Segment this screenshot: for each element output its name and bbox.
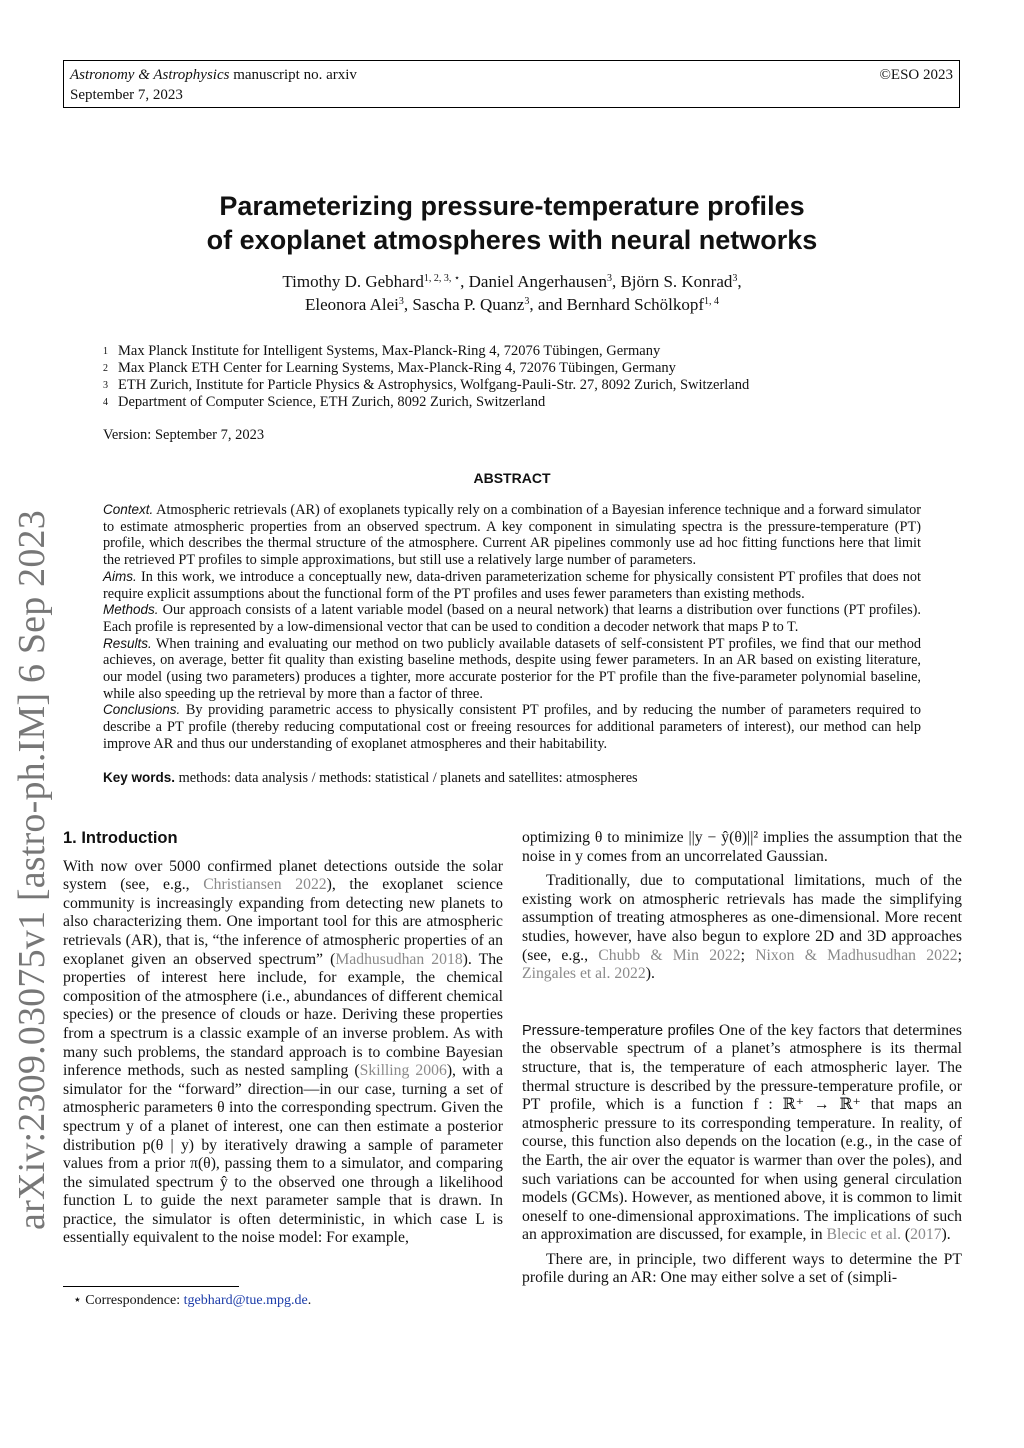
author-line-1 [120,270,904,293]
right-column [522,829,962,1288]
author-affil: 1, 2, 3, ⋆ [423,273,461,284]
intro-text: ). The properties of interest here include, for example, the chemical composition of the atmosphere (i.e., abundances of different chemical species) or the presence of clouds or haze. Deriving these properties from a spectrum is a classic example of an inverse problem. As with many such problems, the standard approach is to combine Bayesian inference methods, such as nested sampling ( [63,950,503,1080]
manuscript-header [63,60,960,108]
email-link[interactable]: tgebhard@tue.mpg.de [183,1293,308,1308]
body-text: One of the key factors that determines the observable spectrum of a planet’s atmosphere is its thermal structure, that is, the temperature of each atmospheric layer. The thermal structure is described by the pressure-temperature profile, or PT profile, which is a function f : ℝ⁺ → ℝ⁺ that maps an atmospheric pressure to its corresponding temperature. In reality, of course, this function also depends on the location (e.g., in the case of the Earth, the air over the equator is warmer than over the poles), and such variations can be accounted for when using general circulation models (GCMs). However, as mentioned above, it is common to limit oneself to one-dimensional approximations. The implications of such an approximation are discussed, for example, in [522,1021,962,1244]
body-text: Traditionally, due to computational limitations, much of the existing work on atmospheric retrievals has made the simplifying assumption of treating atmospheres as one-dimensional. More recent studies, however, have also begun to explore 2D and 3D approaches (see, e.g., [522,872,962,964]
affiliation [103,377,749,394]
keywords-label: Key words. [103,770,176,785]
affiliations [103,343,749,411]
citation-link[interactable]: Christiansen 2022 [203,876,327,894]
author-affil: 3 [732,273,738,284]
footnote-end: . [307,1293,312,1308]
results-label: Results. [103,635,152,651]
citation-link[interactable]: Madhusudhan 2018 [335,950,463,968]
author-name: Eleonora Alei [304,295,399,314]
author-name: Björn S. Konrad [620,272,733,291]
abstract [103,502,921,753]
intro-text: ), the exoplanet science community is increasingly expanding from detecting new planets to also characterizing them. One important tool for this are atmospheric retrievals (AR), that is, “the inference of atmospheric properties of an exoplanet given an observed spectrum” ( [63,876,503,968]
results-text: When training and evaluating our method on two publicly available datasets of self-consistent PT profiles, we find that our method achieves, on average, better fit quality than existing baseline methods, despite using fewer parameters. In an AR based on existing literature, our model (using two parameters) produces a tighter, more accurate posterior for the PT profile than the five-parameter polynomial baseline, while also speeding up the retrieval by more than a factor of three. [103,635,921,702]
copyright: ©ESO 2023 [879,67,953,83]
affiliation [103,343,749,360]
context-label: Context. [103,502,154,517]
author-affil: 1, 4 [704,296,720,307]
title-line-2: of exoplanet atmospheres with neural networks [206,225,818,255]
body-paragraph [522,1022,962,1245]
abstract-heading: ABSTRACT [473,470,551,486]
keywords-text: methods: data analysis / methods: statistical / planets and satellites: atmospheres [178,770,638,786]
citation-link[interactable]: Zingales et al. 2022 [522,965,646,983]
footnote-rule [63,1286,239,1287]
aims-text: In this work, we introduce a conceptually new, data-driven parameterization scheme for physically consistent PT profiles that does not require explicit assumptions about the functional form of the PT profiles and uses fewer parameters than existing methods. [103,568,921,602]
affiliation-number: 1 [103,346,108,357]
header-left [70,65,953,85]
citation-link[interactable]: Nixon & Madhusudhan 2022 [755,946,958,964]
body-paragraph [522,872,962,984]
body-text: ; [957,946,963,964]
conclusions-text: By providing parametric access to physically consistent PT profiles, and by reducing the number of parameters required to describe a PT profile (thereby reducing computational cost or freeing resources for additional parameters of interest), our method can help improve AR and thus our understanding of exoplanet atmospheres and their habitability. [103,702,921,752]
citation-link[interactable]: Blecic et al. [826,1226,901,1244]
affiliation [103,360,749,377]
intro-text: ), with a simulator for the “forward” direction—in our case, turning a set of atmospheric parameters θ into the corresponding spectrum. Given the spectrum y of a planet of interest, one can then estimate a posterior distribution p(θ | y) by iteratively drawing a sample of parameter values from a prior π(θ), passing them to a simulator, and comparing the simulated spectrum ŷ to the observed one through a likelihood function L to guide the next parameter sample that is drawn. In practice, the simulator is often deterministic, in which case L is essentially equivalent to the noise model: For example, [63,1062,503,1247]
citation-link[interactable]: Chubb & Min 2022 [598,946,741,964]
header-date: September 7, 2023 [70,87,183,103]
author-name: Sascha P. Quanz [412,295,525,314]
intro-text: With now over 5000 confirmed planet detections outside the solar system (see, e.g., [63,857,503,894]
author-affil: 3 [606,273,612,284]
abstract-methods [103,602,921,635]
affiliation-text: ETH Zurich, Institute for Particle Physics & Astrophysics, Wolfgang-Pauli-Str. 27, 8092 Zurich, Switzerland [118,377,750,393]
left-column [63,829,503,1248]
body-text: ( [901,1226,911,1244]
context-text: Atmospheric retrievals (AR) of exoplanets typically rely on a combination of a Bayesian inference technique and a forward simulator to estimate atmospheric properties from an observed spectrum. A key component in simulating spectra is the pressure-temperature (PT) profile, which describes the thermal structure of the atmosphere. Current AR pipelines commonly use ad hoc fitting functions here that limit the retrieved PT profiles to simple approximations, but still use a relatively large number of parameters. [103,502,921,569]
abstract-results [103,636,921,703]
abstract-aims [103,569,921,602]
section-heading-introduction: 1. Introduction [63,829,178,847]
abstract-context [103,502,921,569]
affiliation-text: Max Planck Institute for Intelligent Systems, Max-Planck-Ring 4, 72076 Tübingen, Germany [118,343,661,359]
body-text: ). [941,1226,951,1244]
affiliation-number: 3 [103,380,108,391]
arxiv-identifier: arXiv:2309.03075v1 [astro-ph.IM] 6 Sep 2023 [11,510,53,1230]
version-line: Version: September 7, 2023 [103,427,265,443]
author-separator: , [460,272,469,291]
author-separator: , [403,295,413,314]
keywords [103,770,921,787]
footnote-marker: ⋆ [73,1293,82,1308]
intro-paragraph [63,858,503,1248]
author-name: Bernhard Schölkopf [566,295,705,314]
methods-text: Our approach consists of a latent variable model (based on a neural network) that learns a distribution over functions (PT profiles). Each profile is represented by a low-dimensional vector that can be used to condition a decoder network that maps P to T. [103,602,921,635]
affiliation-text: Max Planck ETH Center for Learning Systems, Max-Planck-Ring 4, 72076 Tübingen, Germany [118,360,676,376]
affiliation-text: Department of Computer Science, ETH Zurich, 8092 Zurich, Switzerland [118,394,546,410]
affiliation-number: 4 [103,397,108,408]
manuscript-number: manuscript no. arxiv [229,67,357,83]
author-separator: , and [529,295,567,314]
aims-label: Aims. [103,568,137,584]
author-affil: 3 [524,296,530,307]
footnote-label: Correspondence: [81,1293,184,1308]
author-separator: , [611,272,621,291]
body-text: ; [740,946,756,964]
methods-label: Methods. [103,602,159,618]
conclusions-label: Conclusions. [103,702,181,718]
author-name: Daniel Angerhausen [468,272,607,291]
body-paragraph: optimizing θ to minimize ||y − ŷ(θ)||² implies the assumption that the noise in y comes from an uncorrelated Gaussian. [522,829,962,865]
body-text: ). [645,965,655,983]
journal-name: Astronomy & Astrophysics [70,67,230,83]
title-line-1: Parameterizing pressure-temperature profiles [219,191,805,221]
footnote [73,1292,311,1309]
body-paragraph: There are, in principle, two different ways to determine the PT profile during an AR: One may either solve a set of (simpli- [522,1250,962,1287]
affiliation-number: 2 [103,363,108,374]
affiliation [103,394,749,411]
abstract-conclusions [103,702,921,752]
author-line-2 [120,293,904,316]
citation-link[interactable]: Skilling 2006 [359,1062,447,1080]
author-separator: , [737,272,742,291]
paper-title [120,189,904,257]
citation-link[interactable]: 2017 [910,1226,942,1244]
author-affil: 3 [398,296,404,307]
paragraph-heading: Pressure-temperature profiles [522,1022,715,1039]
author-list [120,270,904,316]
author-name: Timothy D. Gebhard [282,272,424,291]
